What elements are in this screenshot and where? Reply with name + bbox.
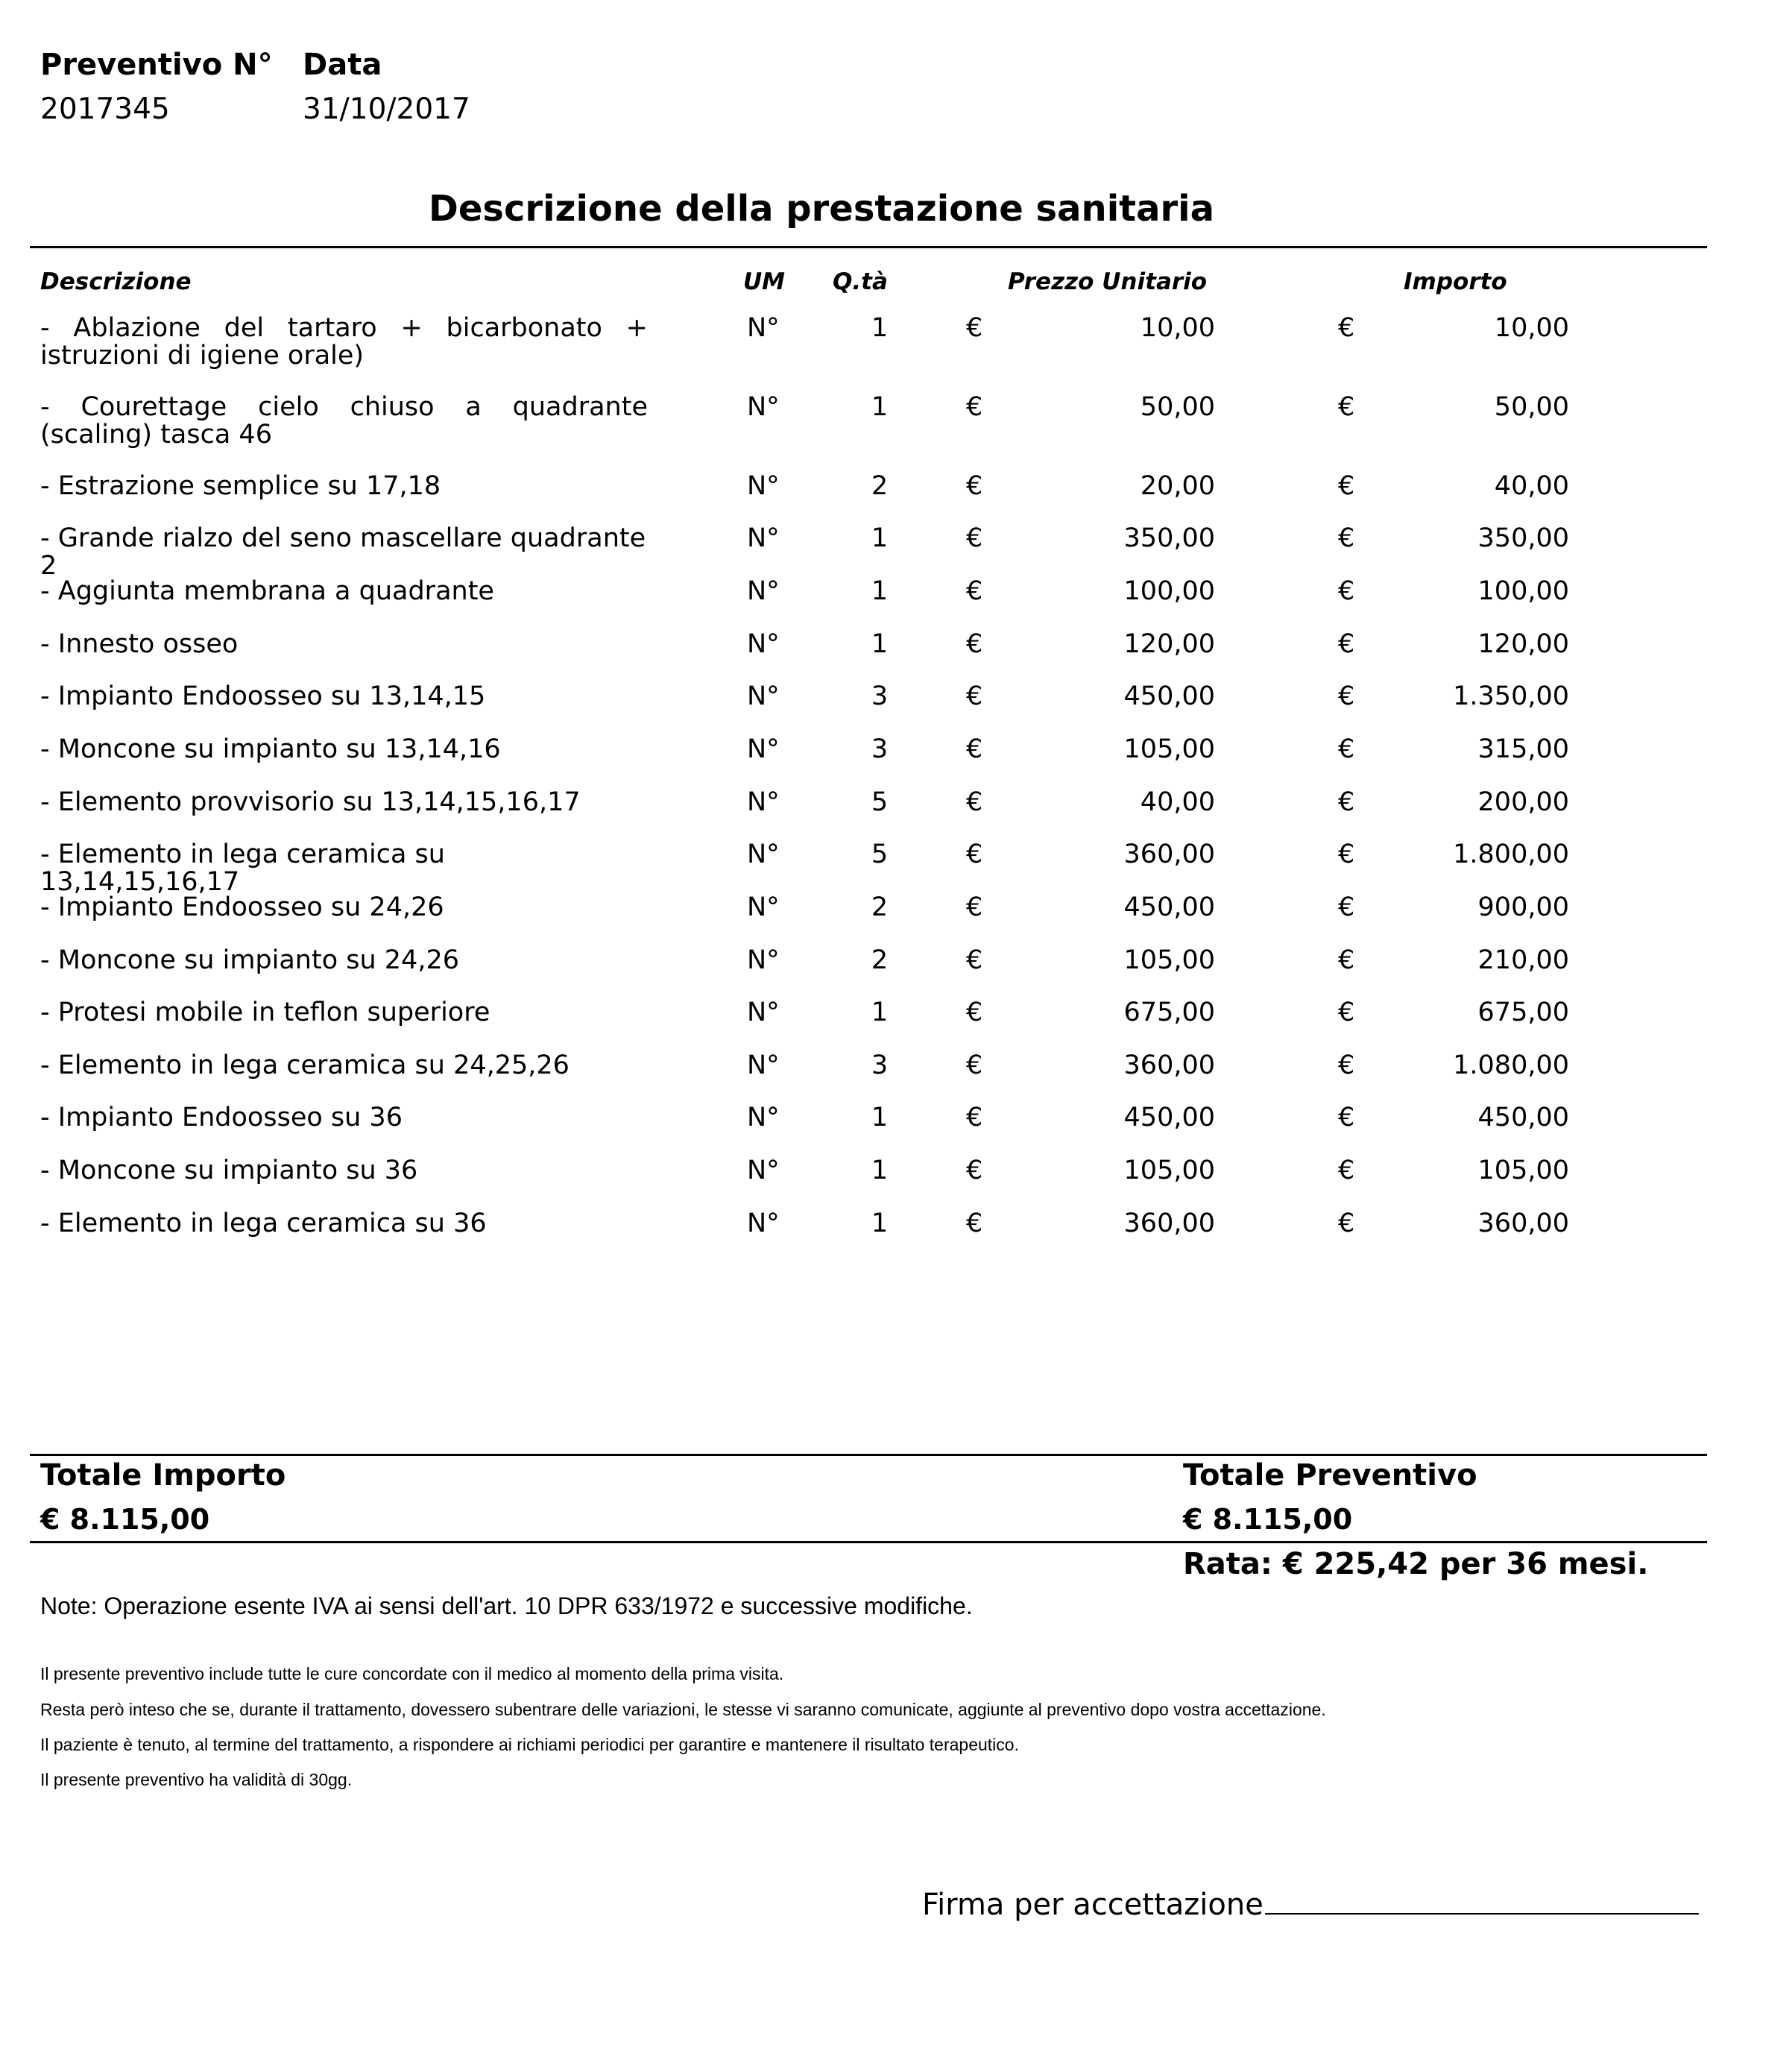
row-price-currency: € (966, 1050, 983, 1080)
row-description: - Aggiunta membrana a quadrante (40, 576, 494, 606)
row-amount: 120,00 (1477, 629, 1569, 659)
row-description: - Ablazione del tartaro + bicarbonato + istruzioni di igiene orale) (40, 313, 648, 371)
row-amount: 10,00 (1494, 313, 1569, 343)
row-unit-price: 675,00 (1123, 998, 1215, 1027)
signature-label: Firma per accettazione (922, 1888, 1263, 1922)
row-unit-price: 360,00 (1123, 1050, 1215, 1080)
row-price-currency: € (966, 839, 983, 869)
row-price-currency: € (966, 629, 983, 659)
row-description: - Elemento in lega ceramica su 13,14,15,16,17 (40, 839, 445, 897)
row-um: N° (747, 734, 780, 764)
row-price-currency: € (966, 734, 983, 764)
row-qty: 1 (871, 629, 889, 659)
row-amount: 315,00 (1477, 734, 1569, 764)
row-um: N° (747, 1103, 780, 1132)
row-qty: 2 (871, 892, 889, 922)
row-description: - Impianto Endoosseo su 13,14,15 (40, 681, 486, 711)
row-um: N° (747, 787, 780, 817)
column-header-description: Descrizione (40, 268, 192, 295)
row-price-currency: € (966, 313, 983, 343)
row-amount: 1.350,00 (1453, 681, 1569, 711)
signature-line (1265, 1885, 1699, 1915)
row-description: - Impianto Endoosseo su 36 (40, 1103, 403, 1132)
row-um: N° (747, 523, 780, 553)
date-value: 31/10/2017 (303, 92, 470, 126)
row-um: N° (747, 1209, 780, 1238)
column-header-um: UM (743, 268, 786, 295)
row-amount-currency: € (1338, 1156, 1355, 1185)
row-amount-currency: € (1338, 576, 1355, 606)
row-price-currency: € (966, 1209, 983, 1238)
row-qty: 1 (871, 576, 889, 606)
row-um: N° (747, 313, 780, 343)
row-price-currency: € (966, 945, 983, 975)
row-unit-price: 100,00 (1123, 576, 1215, 606)
row-price-currency: € (966, 787, 983, 817)
condition-text: Il presente preventivo ha validità di 30gg. (40, 1770, 353, 1789)
row-unit-price: 450,00 (1123, 681, 1215, 711)
row-price-currency: € (966, 1156, 983, 1185)
row-amount-currency: € (1338, 392, 1355, 422)
row-qty: 1 (871, 523, 889, 553)
row-amount-currency: € (1338, 945, 1355, 975)
row-description: - Estrazione semplice su 17,18 (40, 471, 441, 501)
installment-text: Rata: € 225,42 per 36 mesi. (1183, 1547, 1649, 1581)
row-um: N° (747, 629, 780, 659)
row-amount-currency: € (1338, 1050, 1355, 1080)
condition-text: Resta però inteso che se, durante il trattamento, dovessero subentrare delle variazioni, le stesse vi saranno comunicate, aggiunte al preventivo dopo vostra accettazione. (40, 1700, 1326, 1719)
row-description: - Moncone su impianto su 13,14,16 (40, 734, 501, 764)
row-qty: 1 (871, 392, 889, 422)
row-unit-price: 40,00 (1140, 787, 1215, 817)
row-amount: 450,00 (1477, 1103, 1569, 1132)
row-description: - Moncone su impianto su 36 (40, 1156, 418, 1185)
row-description: - Courettage cielo chiuso a quadrante (scaling) tasca 46 (40, 392, 648, 450)
quote-number-label: Preventivo N° (40, 48, 273, 82)
row-description: - Elemento in lega ceramica su 24,25,26 (40, 1050, 570, 1080)
row-unit-price: 450,00 (1123, 892, 1215, 922)
row-qty: 2 (871, 945, 889, 975)
column-header-unit-price: Prezzo Unitario (1008, 268, 1208, 295)
quote-number: 2017345 (40, 92, 170, 126)
title-divider (30, 246, 1707, 248)
row-um: N° (747, 471, 780, 501)
row-qty: 3 (871, 1050, 889, 1080)
column-header-amount: Importo (1404, 268, 1507, 295)
row-qty: 1 (871, 998, 889, 1027)
row-amount-currency: € (1338, 839, 1355, 869)
row-amount-currency: € (1338, 1103, 1355, 1132)
row-unit-price: 360,00 (1123, 839, 1215, 869)
row-amount: 200,00 (1477, 787, 1569, 817)
totals-top-divider (30, 1454, 1707, 1456)
row-unit-price: 350,00 (1123, 523, 1215, 553)
page-title: Descrizione della prestazione sanitaria (428, 188, 1214, 230)
row-qty: 5 (871, 839, 889, 869)
totals-bottom-divider (30, 1541, 1707, 1543)
row-qty: 3 (871, 734, 889, 764)
row-qty: 2 (871, 471, 889, 501)
row-unit-price: 105,00 (1123, 734, 1215, 764)
row-price-currency: € (966, 471, 983, 501)
row-amount: 105,00 (1477, 1156, 1569, 1185)
row-amount-currency: € (1338, 734, 1355, 764)
row-unit-price: 120,00 (1123, 629, 1215, 659)
row-amount: 1.800,00 (1453, 839, 1569, 869)
row-um: N° (747, 681, 780, 711)
row-unit-price: 20,00 (1140, 471, 1215, 501)
row-um: N° (747, 998, 780, 1027)
condition-text: Il presente preventivo include tutte le cure concordate con il medico al momento della prima visita. (40, 1664, 784, 1683)
row-price-currency: € (966, 892, 983, 922)
row-um: N° (747, 1156, 780, 1185)
total-quote-label: Totale Preventivo (1183, 1458, 1477, 1493)
row-amount-currency: € (1338, 1209, 1355, 1238)
row-price-currency: € (966, 576, 983, 606)
row-price-currency: € (966, 998, 983, 1027)
row-description: - Protesi mobile in teflon superiore (40, 998, 490, 1027)
row-amount-currency: € (1338, 681, 1355, 711)
total-amount-label: Totale Importo (40, 1458, 286, 1493)
row-price-currency: € (966, 523, 983, 553)
row-description: - Elemento provvisorio su 13,14,15,16,17 (40, 787, 581, 817)
row-amount-currency: € (1338, 629, 1355, 659)
total-amount-value: € 8.115,00 (40, 1503, 210, 1536)
row-unit-price: 450,00 (1123, 1103, 1215, 1132)
row-um: N° (747, 576, 780, 606)
row-qty: 1 (871, 1103, 889, 1132)
row-amount-currency: € (1338, 787, 1355, 817)
row-price-currency: € (966, 681, 983, 711)
row-description: - Elemento in lega ceramica su 36 (40, 1209, 487, 1238)
row-um: N° (747, 945, 780, 975)
column-header-qty: Q.tà (833, 268, 888, 295)
row-qty: 1 (871, 1156, 889, 1185)
row-price-currency: € (966, 1103, 983, 1132)
row-um: N° (747, 1050, 780, 1080)
row-amount: 675,00 (1477, 998, 1569, 1027)
row-amount-currency: € (1338, 313, 1355, 343)
row-price-currency: € (966, 392, 983, 422)
row-qty: 5 (871, 787, 889, 817)
row-qty: 3 (871, 681, 889, 711)
row-description: - Innesto osseo (40, 629, 239, 659)
date-label: Data (303, 48, 382, 82)
row-amount: 1.080,00 (1453, 1050, 1569, 1080)
row-description: - Grande rialzo del seno mascellare quadrante 2 (40, 523, 646, 581)
row-amount-currency: € (1338, 523, 1355, 553)
row-amount-currency: € (1338, 998, 1355, 1027)
row-unit-price: 360,00 (1123, 1209, 1215, 1238)
row-amount: 210,00 (1477, 945, 1569, 975)
row-amount: 40,00 (1494, 471, 1569, 501)
row-qty: 1 (871, 313, 889, 343)
row-unit-price: 105,00 (1123, 945, 1215, 975)
row-unit-price: 105,00 (1123, 1156, 1215, 1185)
row-amount: 350,00 (1477, 523, 1569, 553)
vat-note: Note: Operazione esente IVA ai sensi dell'art. 10 DPR 633/1972 e successive modifiche. (40, 1592, 973, 1619)
row-description: - Moncone su impianto su 24,26 (40, 945, 459, 975)
row-amount-currency: € (1338, 892, 1355, 922)
row-amount-currency: € (1338, 471, 1355, 501)
row-um: N° (747, 892, 780, 922)
row-qty: 1 (871, 1209, 889, 1238)
row-um: N° (747, 392, 780, 422)
row-unit-price: 50,00 (1140, 392, 1215, 422)
row-amount: 100,00 (1477, 576, 1569, 606)
row-description: - Impianto Endoosseo su 24,26 (40, 892, 444, 922)
signature-field (922, 1885, 1699, 1922)
total-quote-value: € 8.115,00 (1183, 1503, 1353, 1536)
row-amount: 50,00 (1494, 392, 1569, 422)
row-amount: 900,00 (1477, 892, 1569, 922)
row-amount: 360,00 (1477, 1209, 1569, 1238)
row-unit-price: 10,00 (1140, 313, 1215, 343)
condition-text: Il paziente è tenuto, al termine del trattamento, a rispondere ai richiami periodici per garantire e mantenere il risultato terapeutico. (40, 1735, 1019, 1754)
row-um: N° (747, 839, 780, 869)
